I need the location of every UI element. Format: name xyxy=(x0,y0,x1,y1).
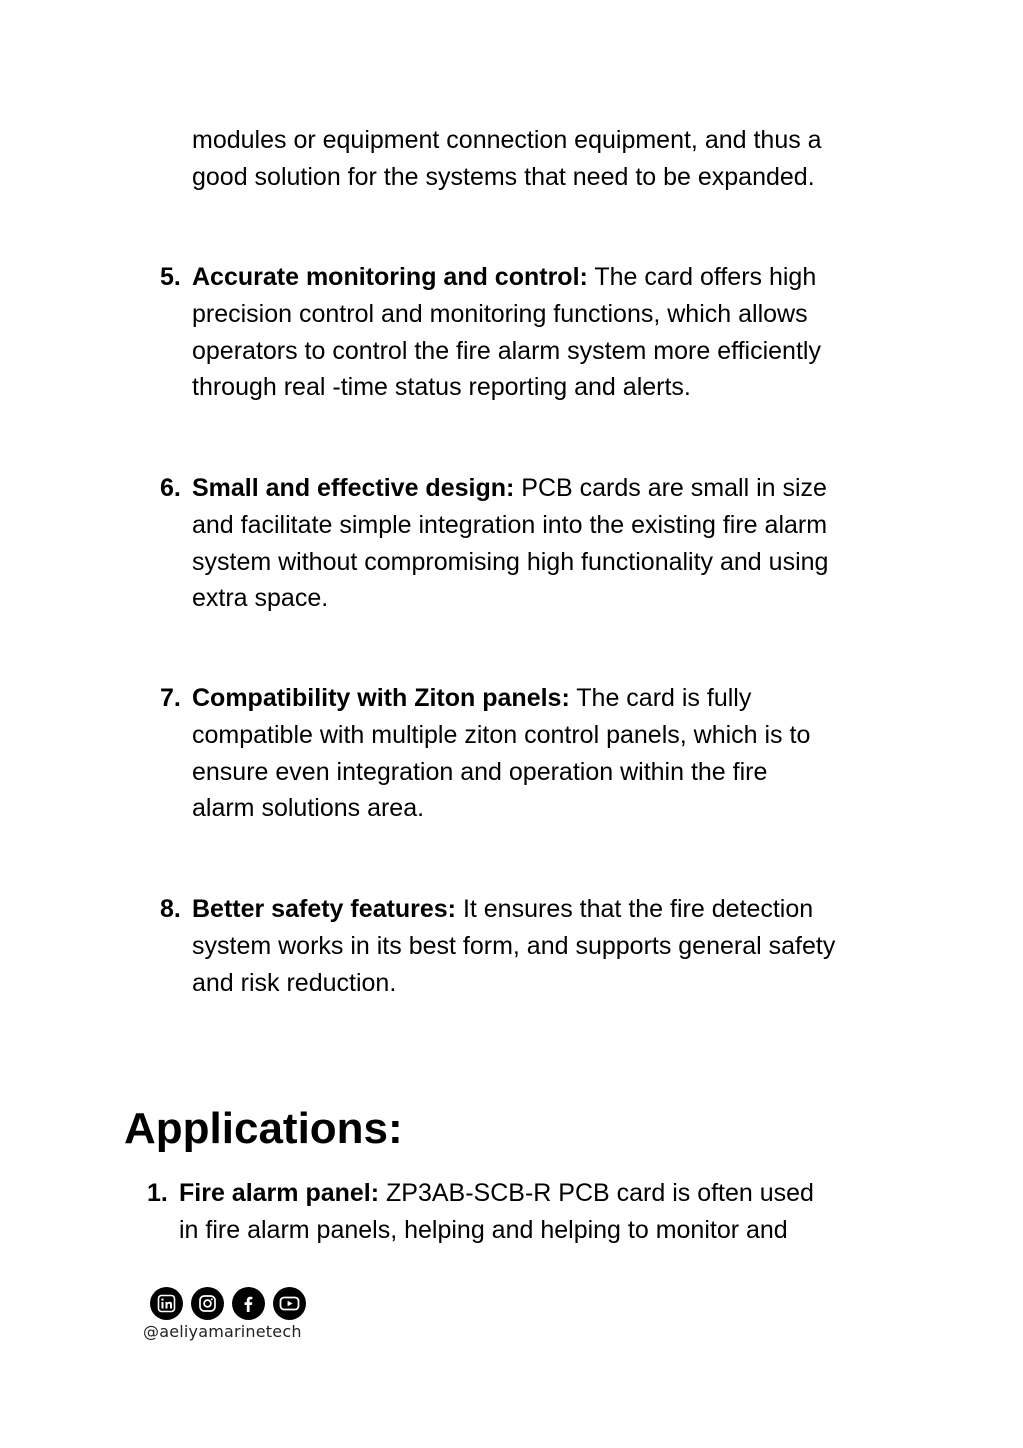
feature-term: Better safety features: xyxy=(192,895,456,923)
feature-text: system without compromising high functionality and using xyxy=(192,547,829,576)
applications-heading: Applications: xyxy=(124,1104,403,1153)
feature-text: It ensures that the fire detection xyxy=(456,895,814,923)
feature-text: PCB cards are small in size xyxy=(514,474,827,502)
list-item xyxy=(160,891,912,1001)
feature-text: precision control and monitoring functions, which allows xyxy=(192,299,808,328)
feature-term: Compatibility with Ziton panels: xyxy=(192,684,570,712)
linkedin-icon[interactable] xyxy=(150,1287,183,1320)
feature-text: and risk reduction. xyxy=(192,968,397,997)
feature-term: Small and effective design: xyxy=(192,474,515,502)
feature-term: Accurate monitoring and control: xyxy=(192,263,588,291)
feature-text: The card offers high xyxy=(587,263,817,291)
instagram-icon[interactable] xyxy=(191,1287,224,1320)
feature-text: and facilitate simple integration into the existing fire alarm xyxy=(192,510,828,539)
list-number: 6. xyxy=(160,474,181,502)
list-item xyxy=(160,470,912,617)
list-item xyxy=(160,680,912,827)
feature-text: through real -time status reporting and alerts. xyxy=(192,373,691,402)
youtube-icon[interactable] xyxy=(273,1287,306,1320)
feature-text: The card is fully xyxy=(569,684,752,712)
social-handle: @aeliyamarinetech xyxy=(143,1322,302,1341)
feature-text: compatible with multiple ziton control panels, which is to xyxy=(192,720,811,749)
facebook-icon[interactable] xyxy=(232,1287,265,1320)
feature-text: operators to control the fire alarm system more efficiently xyxy=(192,336,821,365)
feature-text: alarm solutions area. xyxy=(192,794,425,823)
application-text: ZP3AB-SCB-R PCB card is often used xyxy=(379,1179,814,1207)
social-icons xyxy=(150,1287,306,1320)
continuation-line: modules or equipment connection equipment, and thus a xyxy=(192,126,822,154)
continuation-paragraph xyxy=(192,122,912,196)
list-item xyxy=(147,1175,899,1249)
list-item xyxy=(160,259,912,406)
list-number: 5. xyxy=(160,263,181,291)
feature-text: extra space. xyxy=(192,584,329,613)
continuation-line: good solution for the systems that need to be expanded. xyxy=(192,162,815,191)
feature-text: system works in its best form, and supports general safety xyxy=(192,931,836,960)
application-text: in fire alarm panels, helping and helping to monitor and xyxy=(179,1215,788,1244)
list-number: 7. xyxy=(160,684,181,712)
feature-text: ensure even integration and operation within the fire xyxy=(192,757,768,786)
list-number: 8. xyxy=(160,895,181,923)
application-term: Fire alarm panel: xyxy=(179,1179,380,1207)
list-number: 1. xyxy=(147,1179,168,1207)
